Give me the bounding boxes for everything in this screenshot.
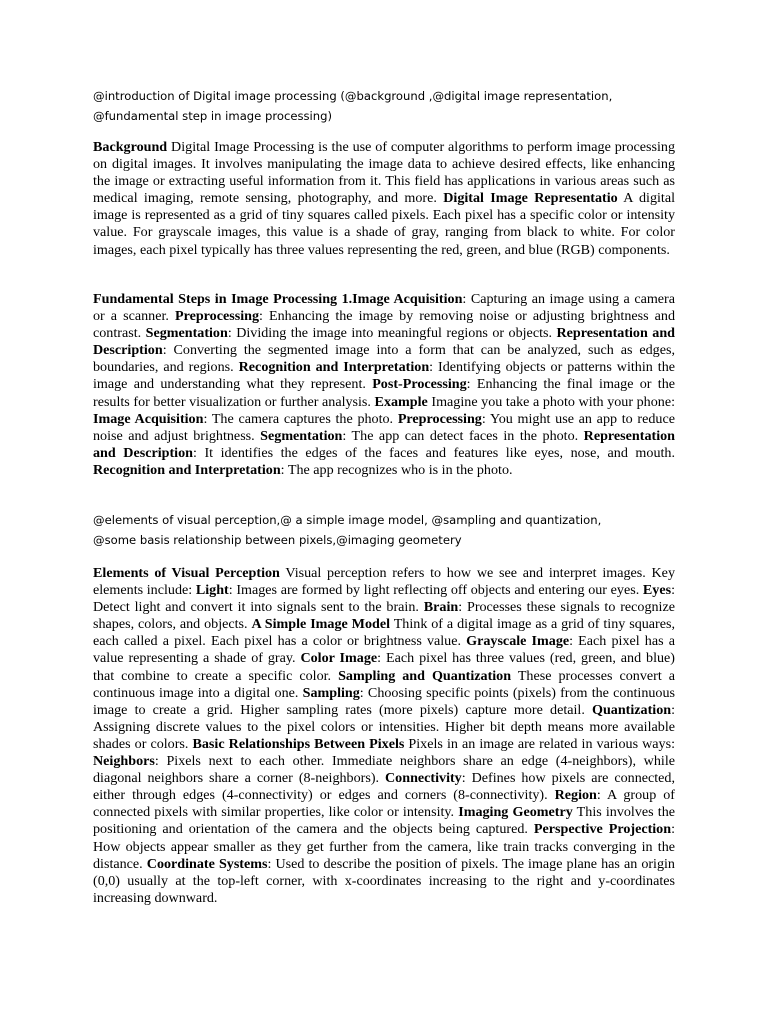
body-text: : The app can detect faces in the photo. <box>342 427 584 444</box>
body-text: : Used to describe the position of pixels. The image plane has an origin (0,0) usually at the top-left corner, with x-coordinates increasing to the right and y-coordinates increasing downward. <box>93 855 675 906</box>
body-text: : Enhancing the image by removing noise or adjusting brightness and contrast. <box>93 308 675 342</box>
body-text: : Assigning discrete values to the pixel colors or intensities. Higher bit depth means more available shades or colors. <box>93 701 675 752</box>
body-text: : Identifying objects or patterns within the image and understanding what they represent. <box>93 359 675 393</box>
bold-term: Image Acquisition <box>93 410 204 427</box>
body-text: : Processes these signals to recognize shapes, colors, and objects. <box>93 599 675 633</box>
body-text: : Choosing specific points (pixels) from the continuous image to create a grid. Higher sampling rates (more pixels) capture more detail. <box>93 684 675 718</box>
body-text: : Images are formed by light reflecting off objects and entering our eyes. <box>228 582 643 599</box>
bold-term: Digital Image Representatio <box>443 190 618 207</box>
bold-term: Connectivity <box>385 770 462 787</box>
body-text: : Detect light and convert it into signals sent to the brain. <box>93 582 675 616</box>
body-text: Digital Image Processing is the use of computer algorithms to perform image processing on digital images. It involves manipulating the image data to achieve desired effects, like enhancing the image or extracting useful information from it. This field has applications in various areas such as medical imaging, remote sensing, photography, and more. <box>93 139 675 207</box>
bold-term: Preprocessing <box>397 410 482 427</box>
bold-term: Recognition and Interpretation <box>93 461 281 478</box>
bold-term: Quantization <box>591 701 672 718</box>
section-heading-introduction <box>93 86 675 126</box>
heading-line: @elements of visual perception,@ a simple image model, @sampling and quantization, <box>93 513 602 527</box>
bold-term: Light <box>195 582 229 599</box>
bold-term: Fundamental Steps in Image Processing 1.Image Acquisition <box>93 291 463 307</box>
bold-term: Region <box>554 787 597 804</box>
bold-term: Coordinate Systems <box>146 855 268 872</box>
bold-term: Elements of Visual Perception <box>93 565 280 581</box>
body-text: : Dividing the image into meaningful regions or objects. <box>227 325 557 342</box>
paragraph-background <box>93 139 675 259</box>
bold-term: Background <box>93 139 168 155</box>
bold-term: A Simple Image Model <box>251 616 391 633</box>
body-text: : Converting the segmented image into a form that can be analyzed, such as edges, boundaries, and regions. <box>93 342 675 376</box>
bold-term: Sampling and Quantization <box>338 667 512 684</box>
section-heading-visual-perception <box>93 510 675 550</box>
body-text: : Capturing an image using a camera or a scanner. <box>93 291 676 325</box>
bold-term: Preprocessing <box>174 308 260 325</box>
body-text: : Each pixel has three values (red, green, and blue) that combine to create a specific color. <box>93 650 675 684</box>
body-text: Think of a digital image as a grid of tiny squares, each called a pixel. Each pixel has a color or brightness value. <box>93 616 675 650</box>
body-text: Pixels in an image are related in various ways: <box>404 735 675 752</box>
bold-term: Color Image <box>300 650 378 667</box>
bold-term: Grayscale Image <box>466 633 570 650</box>
body-text: : Pixels next to each other. Immediate neighbors share an edge (4-neighbors), while diagonal neighbors share a corner (8-neighbors). <box>93 753 675 787</box>
body-text: : Enhancing the final image or the results for better visualization or further analysis. <box>93 376 675 410</box>
bold-term: Segmentation <box>260 427 343 444</box>
heading-line: @some basis relationship between pixels,@imaging geometery <box>93 533 462 547</box>
bold-term: Post-Processing <box>372 376 467 393</box>
heading-line: @introduction of Digital image processing (@background ,@digital image representation, <box>93 89 613 103</box>
body-text: : Defines how pixels are connected, either through edges (4-connectivity) or edges and corners (8-connectivity). <box>93 770 675 804</box>
body-text: This involves the positioning and orientation of the camera and the objects being captured. <box>93 804 676 838</box>
bold-term: Neighbors <box>93 753 155 770</box>
body-text: : The app recognizes who is in the photo. <box>280 461 513 478</box>
bold-term: Representation and Description <box>93 427 675 461</box>
body-text: : You might use an app to reduce noise and adjust brightness. <box>93 410 675 444</box>
body-text: A digital image is represented as a grid of tiny squares called pixels. Each pixel has a specific color or intensity value. For grayscale images, this value is a shade of gray, ranging from black to white. For color images, each pixel typically has three values representing the red, green, and blue (RGB) components. <box>93 190 675 258</box>
bold-term: Perspective Projection <box>533 821 672 838</box>
body-text: : Each pixel has a value representing a shade of gray. <box>93 633 675 667</box>
paragraph-visual-perception <box>93 565 675 907</box>
body-text: : A group of connected pixels with similar properties, like color or intensity. <box>93 787 675 821</box>
bold-term: Brain <box>423 599 459 616</box>
bold-term: Recognition and Interpretation <box>238 359 430 376</box>
bold-term: Representation and Description <box>93 325 675 359</box>
paragraph-fundamental-steps <box>93 291 675 479</box>
body-text: These processes convert a continuous image into a digital one. <box>93 667 676 701</box>
heading-line: @fundamental step in image processing) <box>93 109 332 123</box>
body-text: Imagine you take a photo with your phone: <box>427 393 675 410</box>
bold-term: Segmentation <box>145 325 228 342</box>
body-text: : It identifies the edges of the faces and features like eyes, nose, and mouth. <box>192 444 675 461</box>
bold-term: Imaging Geometry <box>458 804 573 821</box>
body-text: Visual perception refers to how we see and interpret images. Key elements include: <box>93 565 675 599</box>
body-text: : How objects appear smaller as they get further from the camera, like train tracks converging in the distance. <box>93 821 675 872</box>
bold-term: Eyes <box>642 582 672 599</box>
bold-term: Basic Relationships Between Pixels <box>192 735 405 752</box>
bold-term: Example <box>374 393 428 410</box>
bold-term: Sampling <box>302 684 360 701</box>
body-text: : The camera captures the photo. <box>203 410 398 427</box>
